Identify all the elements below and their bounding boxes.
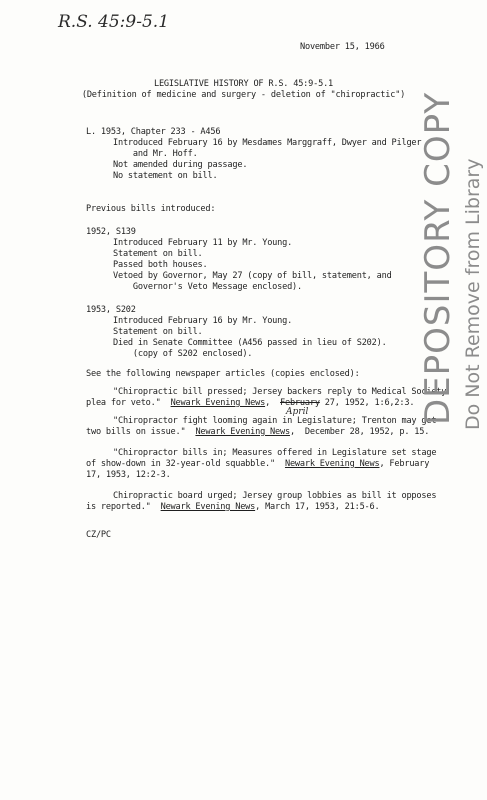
- article-citation: plea for veto." Newark Evening News, February 27, 1952, 1:6,2:3.: [86, 398, 415, 408]
- depository-copy-stamp: DEPOSITORY COPY: [418, 91, 458, 425]
- typist-initials: CZ/PC: [86, 530, 111, 540]
- newspaper-name: Newark Evening News: [170, 398, 266, 408]
- previous-bills-heading: Previous bills introduced:: [86, 204, 216, 214]
- document-title: LEGISLATIVE HISTORY OF R.S. 45:9-5.1: [153, 79, 334, 89]
- bill-heading: 1952, S139: [86, 227, 136, 237]
- bill-line: Passed both houses.: [113, 260, 208, 270]
- bill-line: Died in Senate Committee (A456 passed in lieu of S202).: [113, 338, 387, 348]
- article-citation: two bills on issue." Newark Evening News, December 28, 1952, p. 15.: [86, 427, 430, 437]
- do-not-remove-stamp: Do Not Remove from Library: [462, 158, 484, 430]
- bill-line: Statement on bill.: [113, 327, 203, 337]
- article-citation: of show-down in 32-year-old squabble." Newark Evening News, February: [86, 459, 430, 469]
- article-line: "Chiropractor fight looming again in Legislature; Trenton may get: [113, 416, 437, 426]
- struck-word: February: [280, 398, 320, 408]
- article-line: "Chiropractor bills in; Measures offered in Legislature set stage: [113, 448, 437, 458]
- bill-line: Vetoed by Governor, May 27 (copy of bill, statement, and: [113, 271, 392, 281]
- handwritten-reference: R.S. 45:9-5.1: [58, 12, 170, 32]
- bill-line: Introduced February 11 by Mr. Young.: [113, 238, 293, 248]
- bill-line: Introduced February 16 by Mr. Young.: [113, 316, 293, 326]
- newspaper-name: Newark Evening News: [284, 459, 380, 469]
- law-heading: L. 1953, Chapter 233 - A456: [86, 127, 221, 137]
- article-line: Chiropractic board urged; Jersey group lobbies as bill it opposes: [113, 491, 437, 501]
- article-line: "Chiropractic bill pressed; Jersey backers reply to Medical Society: [113, 387, 447, 397]
- law-line: Introduced February 16 by Mesdames Marggraff, Dwyer and Pilger: [113, 138, 422, 148]
- document-subtitle: (Definition of medicine and surgery - deletion of "chiropractic"): [81, 90, 406, 100]
- article-line: 17, 1953, 12:2-3.: [86, 470, 171, 480]
- bill-line: Governor's Veto Message enclosed).: [113, 282, 303, 292]
- handwritten-april: April: [286, 407, 309, 417]
- newspaper-name: Newark Evening News: [195, 427, 290, 437]
- document-date: November 15, 1966: [300, 42, 385, 52]
- newspaper-name: Newark Evening News: [160, 502, 256, 512]
- bill-heading: 1953, S202: [86, 305, 136, 315]
- law-line: and Mr. Hoff.: [113, 149, 198, 159]
- bill-line: Statement on bill.: [113, 249, 203, 259]
- articles-heading: See the following newspaper articles (copies enclosed):: [86, 369, 360, 379]
- article-citation: is reported." Newark Evening News, March 17, 1953, 21:5-6.: [86, 502, 380, 512]
- law-line: No statement on bill.: [113, 171, 218, 181]
- bill-line: (copy of S202 enclosed).: [113, 349, 253, 359]
- law-line: Not amended during passage.: [113, 160, 248, 170]
